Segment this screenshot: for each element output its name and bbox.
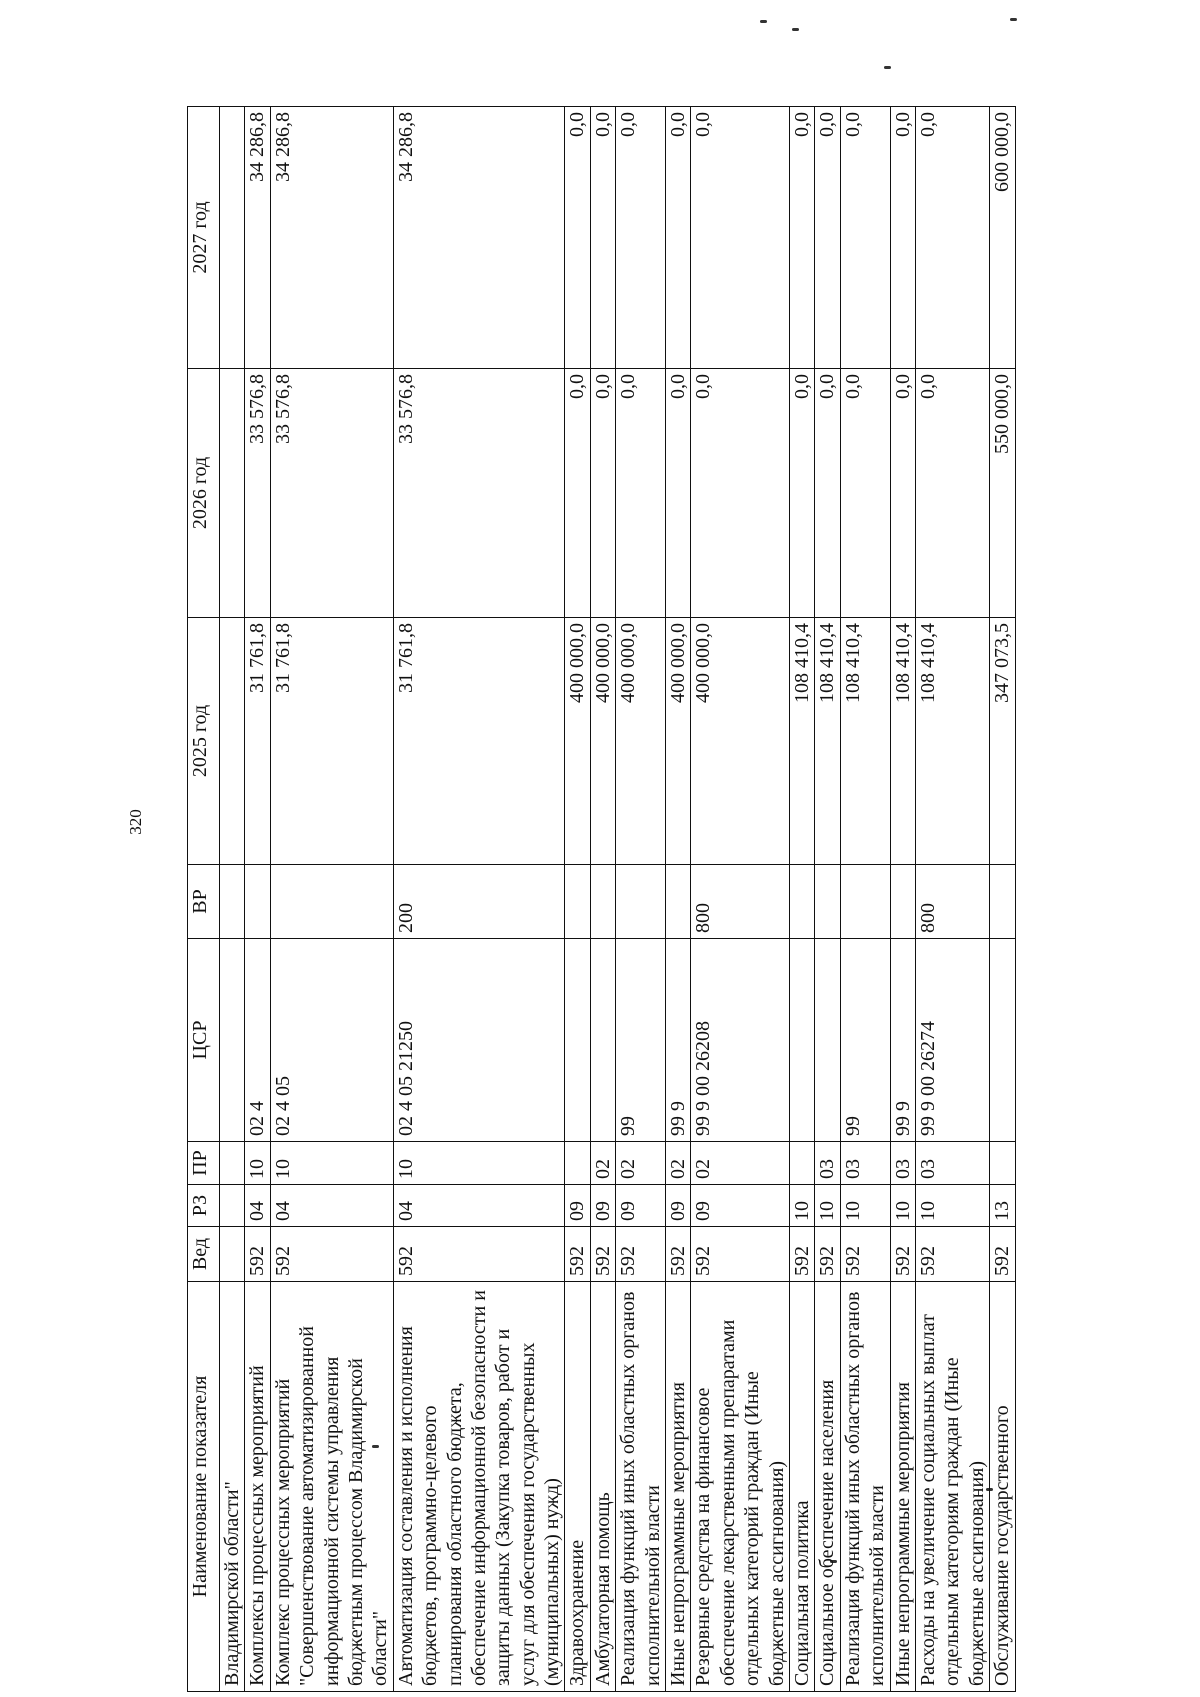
cell-name: Реализация функций иных областных органов исполнительной власти: [616, 1282, 666, 1692]
cell-ved: 592: [393, 1227, 565, 1282]
table-row: [220, 107, 245, 1692]
cell-name: Социальное обеспечение населения: [815, 1282, 840, 1692]
cell-2026: 0,0: [616, 369, 666, 618]
cell-2025: 400 000,0: [666, 618, 691, 865]
cell-ved: 592: [990, 1227, 1015, 1282]
cell-2026: 0,0: [691, 369, 790, 618]
table-row: [393, 107, 565, 1692]
cell-csr: 99 9: [890, 939, 915, 1142]
cell-name: Амбулаторная помощь: [590, 1282, 615, 1692]
table-row: [666, 107, 691, 1692]
header-name: Наименование показателя: [188, 1282, 220, 1692]
cell-vr: 800: [691, 865, 790, 939]
cell-2025: 108 410,4: [815, 618, 840, 865]
header-2026: 2026 год: [188, 369, 220, 618]
cell-name: Иные непрограммные мероприятия: [890, 1282, 915, 1692]
table-row: [616, 107, 666, 1692]
cell-vr: [220, 865, 245, 939]
cell-2025: 31 761,8: [270, 618, 393, 865]
cell-pr: 10: [270, 1142, 393, 1185]
cell-2026: 550 000,0: [990, 369, 1015, 618]
cell-ved: 592: [691, 1227, 790, 1282]
cell-2027: 0,0: [616, 107, 666, 369]
cell-2026: 0,0: [789, 369, 814, 618]
cell-2025: 108 410,4: [840, 618, 890, 865]
cell-2026: 0,0: [840, 369, 890, 618]
scan-speck: [884, 66, 891, 69]
cell-pr: 10: [245, 1142, 270, 1185]
cell-name: Резервные средства на финансовое обеспечение лекарственными препаратами отдельных категорий граждан (Иные бюджетные ассигнования): [691, 1282, 790, 1692]
cell-rz: 13: [990, 1185, 1015, 1227]
cell-2026: 0,0: [890, 369, 915, 618]
cell-2026: 0,0: [590, 369, 615, 618]
cell-2027: 34 286,8: [245, 107, 270, 369]
cell-ved: 592: [840, 1227, 890, 1282]
cell-vr: [666, 865, 691, 939]
cell-csr: 99: [840, 939, 890, 1142]
cell-2025: 31 761,8: [245, 618, 270, 865]
cell-pr: 03: [815, 1142, 840, 1185]
cell-csr: [220, 939, 245, 1142]
table-row: [815, 107, 840, 1692]
table-row: [565, 107, 590, 1692]
cell-ved: [220, 1227, 245, 1282]
cell-pr: [220, 1142, 245, 1185]
cell-2027: 0,0: [590, 107, 615, 369]
cell-csr: 99: [616, 939, 666, 1142]
cell-rz: 10: [789, 1185, 814, 1227]
cell-csr: 99 9 00 26274: [915, 939, 989, 1142]
table-row: [245, 107, 270, 1692]
cell-ved: 592: [890, 1227, 915, 1282]
cell-vr: [789, 865, 814, 939]
cell-ved: 592: [565, 1227, 590, 1282]
cell-2026: 0,0: [915, 369, 989, 618]
budget-table-sheet: [187, 107, 1200, 1692]
cell-csr: 02 4: [245, 939, 270, 1142]
cell-name: Комплексы процессных мероприятий: [245, 1282, 270, 1692]
cell-2027: 0,0: [789, 107, 814, 369]
cell-vr: [990, 865, 1015, 939]
budget-table: [187, 106, 1016, 1692]
cell-rz: 04: [393, 1185, 565, 1227]
cell-2027: 0,0: [565, 107, 590, 369]
cell-name: Комплекс процессных мероприятий "Совершенствование автоматизированной информационной системы управления бюджетным процессом Владимирской области": [270, 1282, 393, 1692]
header-csr: ЦСР: [188, 939, 220, 1142]
cell-name: Обслуживание государственного: [990, 1282, 1015, 1692]
scan-speck: [792, 28, 799, 31]
cell-2027: 0,0: [840, 107, 890, 369]
cell-2025: 400 000,0: [691, 618, 790, 865]
cell-2027: 0,0: [815, 107, 840, 369]
cell-2025: 400 000,0: [616, 618, 666, 865]
cell-ved: 592: [815, 1227, 840, 1282]
cell-rz: 09: [590, 1185, 615, 1227]
cell-2027: 0,0: [691, 107, 790, 369]
cell-vr: 200: [393, 865, 565, 939]
header-vr: ВР: [188, 865, 220, 939]
cell-name: Иные непрограммные мероприятия: [666, 1282, 691, 1692]
cell-csr: 02 4 05: [270, 939, 393, 1142]
cell-pr: [990, 1142, 1015, 1185]
cell-vr: 800: [915, 865, 989, 939]
cell-ved: 592: [245, 1227, 270, 1282]
cell-pr: 03: [915, 1142, 989, 1185]
cell-rz: 09: [691, 1185, 790, 1227]
cell-csr: [990, 939, 1015, 1142]
header-2025: 2025 год: [188, 618, 220, 865]
header-pr: ПР: [188, 1142, 220, 1185]
cell-2027: [220, 107, 245, 369]
cell-2026: 0,0: [565, 369, 590, 618]
cell-vr: [616, 865, 666, 939]
cell-rz: 10: [840, 1185, 890, 1227]
cell-ved: 592: [270, 1227, 393, 1282]
cell-rz: 09: [666, 1185, 691, 1227]
cell-pr: 03: [890, 1142, 915, 1185]
table-row: [840, 107, 890, 1692]
cell-2025: 108 410,4: [890, 618, 915, 865]
cell-rz: 09: [616, 1185, 666, 1227]
cell-2025: 400 000,0: [565, 618, 590, 865]
table-row: [990, 107, 1015, 1692]
cell-csr: 02 4 05 21250: [393, 939, 565, 1142]
cell-2025: 108 410,4: [789, 618, 814, 865]
header-ved: Вед: [188, 1227, 220, 1282]
cell-2027: 600 000,0: [990, 107, 1015, 369]
page-number: 320: [126, 809, 145, 835]
cell-vr: [565, 865, 590, 939]
cell-rz: 10: [815, 1185, 840, 1227]
cell-pr: 10: [393, 1142, 565, 1185]
table-row: [691, 107, 790, 1692]
cell-csr: [565, 939, 590, 1142]
table-row: [270, 107, 393, 1692]
table-row: [890, 107, 915, 1692]
cell-pr: 02: [590, 1142, 615, 1185]
cell-csr: 99 9 00 26208: [691, 939, 790, 1142]
cell-name: Расходы на увеличение социальных выплат отдельным категориям граждан (Иные бюджетные ассигнования): [915, 1282, 989, 1692]
cell-2027: 34 286,8: [393, 107, 565, 369]
cell-2025: [220, 618, 245, 865]
cell-vr: [890, 865, 915, 939]
cell-rz: 04: [270, 1185, 393, 1227]
cell-2026: 0,0: [815, 369, 840, 618]
scan-speck: [760, 20, 767, 23]
cell-ved: 592: [590, 1227, 615, 1282]
cell-2027: 34 286,8: [270, 107, 393, 369]
header-rz: РЗ: [188, 1185, 220, 1227]
cell-vr: [590, 865, 615, 939]
header-2027: 2027 год: [188, 107, 220, 369]
cell-2026: 33 576,8: [270, 369, 393, 618]
cell-pr: 02: [666, 1142, 691, 1185]
cell-pr: 03: [840, 1142, 890, 1185]
cell-pr: 02: [691, 1142, 790, 1185]
cell-rz: [220, 1185, 245, 1227]
cell-rz: 10: [890, 1185, 915, 1227]
table-row: [789, 107, 814, 1692]
cell-pr: 02: [616, 1142, 666, 1185]
cell-pr: [789, 1142, 814, 1185]
cell-csr: [789, 939, 814, 1142]
cell-rz: 09: [565, 1185, 590, 1227]
cell-ved: 592: [915, 1227, 989, 1282]
cell-rz: 10: [915, 1185, 989, 1227]
table-row: [590, 107, 615, 1692]
cell-rz: 04: [245, 1185, 270, 1227]
cell-name: Здравоохранение: [565, 1282, 590, 1692]
cell-2026: 33 576,8: [245, 369, 270, 618]
cell-2025: 108 410,4: [915, 618, 989, 865]
cell-pr: [565, 1142, 590, 1185]
cell-vr: [270, 865, 393, 939]
cell-2027: 0,0: [890, 107, 915, 369]
table-row: [915, 107, 989, 1692]
cell-vr: [245, 865, 270, 939]
cell-2027: 0,0: [666, 107, 691, 369]
cell-2026: [220, 369, 245, 618]
cell-csr: [590, 939, 615, 1142]
cell-csr: [815, 939, 840, 1142]
cell-csr: 99 9: [666, 939, 691, 1142]
cell-vr: [815, 865, 840, 939]
cell-name: Автоматизация составления и исполнения бюджетов, программно-целевого планирования областного бюджета, обеспечение информационной безопасности и защиты данных (Закупка товаров, работ и услуг для обеспечения государственных (муниципальных) нужд): [393, 1282, 565, 1692]
cell-2025: 400 000,0: [590, 618, 615, 865]
cell-ved: 592: [666, 1227, 691, 1282]
cell-2025: 31 761,8: [393, 618, 565, 865]
cell-name: Реализация функций иных областных органов исполнительной власти: [840, 1282, 890, 1692]
cell-2026: 0,0: [666, 369, 691, 618]
cell-ved: 592: [789, 1227, 814, 1282]
cell-name: Владимирской области": [220, 1282, 245, 1692]
cell-vr: [840, 865, 890, 939]
cell-name: Социальная политика: [789, 1282, 814, 1692]
cell-2027: 0,0: [915, 107, 989, 369]
scan-speck: [1010, 18, 1017, 21]
cell-2026: 33 576,8: [393, 369, 565, 618]
table-header-row: [188, 107, 220, 1692]
cell-ved: 592: [616, 1227, 666, 1282]
cell-2025: 347 073,5: [990, 618, 1015, 865]
